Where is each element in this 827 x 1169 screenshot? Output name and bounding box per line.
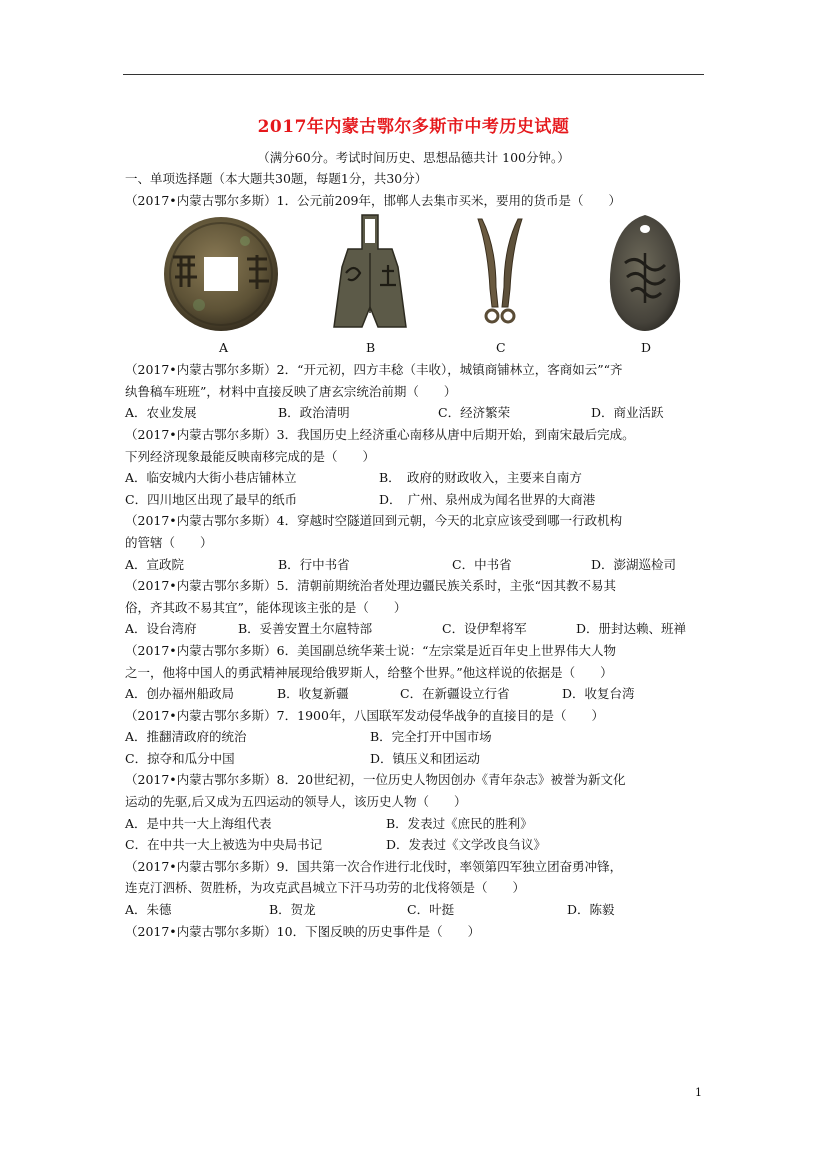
question-9-stem: （2017•内蒙古鄂尔多斯）9．国共第一次合作进行北伐时，率领第四军独立团奋勇冲锋， <box>125 858 623 874</box>
question-6-options <box>125 683 705 705</box>
image-label-d: D <box>641 340 652 356</box>
option-c: C．在新疆设立行省 <box>400 686 510 702</box>
question-9-stem-cont: 连克汀泗桥、贺胜桥，为攻克武昌城立下汗马功劳的北伐将领是（ ） <box>125 880 526 896</box>
question-4-options <box>125 554 705 576</box>
ban-liang-round-coin-image <box>159 215 283 333</box>
option-a: A．临安城内大街小巷店铺林立 <box>125 470 297 486</box>
option-c: C．中书省 <box>452 556 512 572</box>
question-7-options-row-2 <box>125 748 705 770</box>
option-a: A．朱德 <box>125 902 172 918</box>
question-10-stem: （2017•内蒙古鄂尔多斯）10．下图反映的历史事件是（ ） <box>125 923 481 939</box>
question-6-stem: （2017•内蒙古鄂尔多斯）6．美国副总统华莱士说：“左宗棠是近百年史上世界伟大人物 <box>125 642 617 658</box>
option-b: B．妥善安置土尔扈特部 <box>238 621 373 637</box>
option-d: D．陈毅 <box>567 902 615 918</box>
question-2-stem-cont: 纨鲁稿车班班”，材料中直接反映了唐玄宗统治前期（ ） <box>125 383 457 399</box>
option-b: B．行中书省 <box>278 556 350 572</box>
option-a: A．是中共一大上海组代表 <box>125 815 272 831</box>
exam-content <box>125 168 705 942</box>
option-a: A．农业发展 <box>125 405 197 421</box>
question-5-options <box>125 618 705 640</box>
option-b: B．贺龙 <box>269 902 316 918</box>
option-b: B．完全打开中国市场 <box>370 729 492 745</box>
option-b: B．收复新疆 <box>277 686 349 702</box>
option-d: D．澎湖巡检司 <box>591 556 677 572</box>
question-8-stem-cont: 运动的先驱,后又成为五四运动的领导人，该历史人物（ ） <box>125 794 467 810</box>
option-a: A．推翻清政府的统治 <box>125 729 247 745</box>
question-1-coin-images <box>125 213 705 337</box>
question-2-options <box>125 402 705 424</box>
image-label-c: C <box>496 340 506 356</box>
image-label-a: A <box>219 340 229 356</box>
option-d: D．商业活跃 <box>591 405 664 421</box>
question-3-options-row-1 <box>125 467 705 489</box>
ant-nose-coin-image <box>603 213 687 335</box>
page-number: 1 <box>695 1086 702 1099</box>
question-8-stem: （2017•内蒙古鄂尔多斯）8．20世纪初，一位历史人物因创办《青年杂志》被誉为新文化 <box>125 772 626 788</box>
option-d: D．镇压义和团运动 <box>370 750 481 766</box>
knife-coin-image <box>470 215 530 333</box>
option-b: B． 政府的财政收入，主要来自南方 <box>379 470 582 486</box>
question-3-stem-cont: 下列经济现象最能反映南移完成的是（ ） <box>125 448 376 464</box>
option-d: D．收复台湾 <box>562 686 635 702</box>
question-5-stem: （2017•内蒙古鄂尔多斯）5．清朝前期统治者处理边疆民族关系时，主张“因其教不易其 <box>125 578 617 594</box>
question-6-stem-cont: 之一，他将中国人的勇武精神展现给俄罗斯人，给整个世界。”他这样说的依据是（ ） <box>125 664 613 680</box>
option-a: A．设台湾府 <box>125 621 197 637</box>
exam-info: （满分60分。考试时间历史、思想品德共计 100分钟。） <box>257 150 570 165</box>
option-a: A．宣政院 <box>125 556 185 572</box>
option-b: B．政治清明 <box>278 405 350 421</box>
question-8-options-row-1 <box>125 813 705 835</box>
question-5-stem-cont: 俗，齐其政不易其宜”，能体现该主张的是（ ） <box>125 599 407 615</box>
question-3-options-row-2 <box>125 489 705 511</box>
question-7-options-row-1 <box>125 726 705 748</box>
question-2-stem: （2017•内蒙古鄂尔多斯）2．“开元初，四方丰稔（丰收），城镇商铺林立，客商如云”“齐 <box>125 362 623 378</box>
question-1-image-labels <box>125 337 705 359</box>
option-c: C．掠夺和瓜分中国 <box>125 750 235 766</box>
option-d: D．册封达赖、班禅 <box>576 621 687 637</box>
question-3-stem: （2017•内蒙古鄂尔多斯）3．我国历史上经济重心南移从唐中后期开始，到南宋最后完成。 <box>125 426 635 442</box>
option-c: C．设伊犁将军 <box>442 621 527 637</box>
image-label-b: B <box>366 340 376 356</box>
option-b: B．发表过《庶民的胜利》 <box>386 815 533 831</box>
question-1-stem: （2017•内蒙古鄂尔多斯）1．公元前209年，邯郸人去集市买米，要用的货币是（ ） <box>125 192 621 208</box>
option-c: C．在中共一大上被选为中央局书记 <box>125 837 323 853</box>
option-c: C．四川地区出现了最早的纸币 <box>125 491 298 507</box>
spade-coin-image <box>328 213 412 335</box>
option-d: D． 广州、泉州成为闻名世界的大商港 <box>379 491 596 507</box>
question-7-stem: （2017•内蒙古鄂尔多斯）7．1900年，八国联军发动侵华战争的直接目的是（ ） <box>125 707 604 723</box>
question-9-options <box>125 899 705 921</box>
question-4-stem-cont: 的管辖（ ） <box>125 534 213 550</box>
question-8-options-row-2 <box>125 834 705 856</box>
option-d: D．发表过《文学改良刍议》 <box>386 837 547 853</box>
option-a: A．创办福州船政局 <box>125 686 235 702</box>
option-c: C．经济繁荣 <box>438 405 511 421</box>
section-heading: 一、单项选择题（本大题共30题，每题1分，共30分） <box>125 171 428 186</box>
header-rule <box>123 74 704 75</box>
page-title: 2017年内蒙古鄂尔多斯市中考历史试题 <box>257 117 570 137</box>
option-c: C．叶挺 <box>407 902 455 918</box>
question-4-stem: （2017•内蒙古鄂尔多斯）4．穿越时空隧道回到元朝，今天的北京应该受到哪一行政机构 <box>125 513 623 529</box>
